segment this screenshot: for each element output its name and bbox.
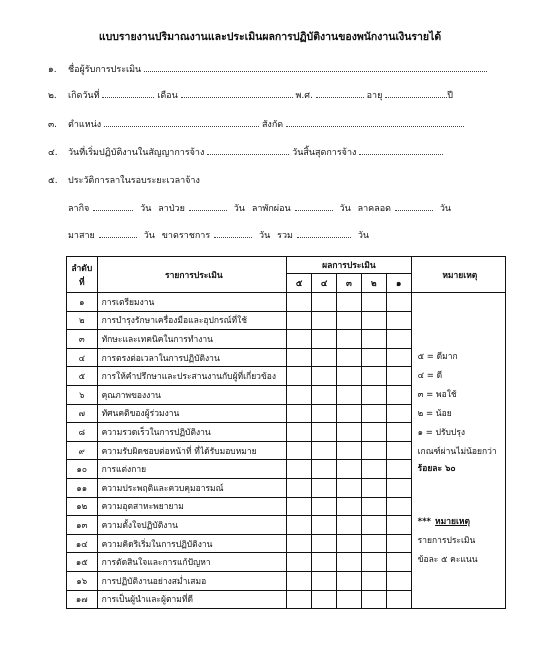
field-position (48, 117, 488, 131)
score-cell[interactable] (361, 385, 386, 404)
fill-line[interactable] (316, 88, 364, 98)
fill-line[interactable] (297, 228, 351, 238)
row-number: ๑๔ (67, 534, 98, 553)
score-cell[interactable] (361, 534, 386, 553)
month-label: เดือน (157, 91, 178, 101)
score-cell[interactable] (287, 311, 312, 330)
row-number: ๔ (67, 348, 98, 367)
row-item: ทัศนคติของผู้ร่วมงาน (97, 404, 287, 423)
score-cell[interactable] (337, 571, 362, 590)
contract-end-label: วันสิ้นสุดการจ้าง (292, 148, 357, 158)
score-cell[interactable] (337, 590, 362, 609)
score-cell[interactable] (337, 293, 362, 312)
score-cell[interactable] (312, 516, 337, 535)
score-cell[interactable] (287, 404, 312, 423)
col-no-header (67, 257, 98, 293)
score-cell[interactable] (287, 553, 312, 572)
score-cell[interactable] (312, 571, 337, 590)
score-cell[interactable] (361, 293, 386, 312)
score-cell[interactable] (361, 590, 386, 609)
row-item: การให้คำปรึกษาและประสานงานกับผู้ที่เกี่ยวข้อง (97, 367, 287, 386)
score-cell[interactable] (361, 516, 386, 535)
note-heading (418, 514, 470, 528)
score-cell[interactable] (386, 348, 411, 367)
score-cell[interactable] (361, 311, 386, 330)
score-cell[interactable] (312, 311, 337, 330)
row-number: ๑๖ (67, 571, 98, 590)
score-cell[interactable] (337, 367, 362, 386)
score-cell[interactable] (337, 348, 362, 367)
score-cell[interactable] (312, 385, 337, 404)
field-number: ๕. (48, 176, 58, 186)
col-remark-header: หมายเหตุ (411, 257, 505, 293)
row-item: การปฏิบัติงานอย่างสม่ำเสมอ (97, 571, 287, 590)
score-cell[interactable] (312, 553, 337, 572)
row-number: ๓ (67, 330, 98, 349)
score-cell[interactable] (287, 367, 312, 386)
row-number: ๕ (67, 367, 98, 386)
score-cell[interactable] (386, 571, 411, 590)
row-number: ๗ (67, 404, 98, 423)
score-cell[interactable] (312, 534, 337, 553)
field-label: ตำแหน่ง (68, 120, 102, 130)
score-cell[interactable] (312, 330, 337, 349)
score-cell[interactable] (337, 497, 362, 516)
score-cell[interactable] (337, 423, 362, 442)
sick-leave-label: ลาป่วย (158, 204, 185, 214)
row-number: ๖ (67, 385, 98, 404)
field-contract-dates (48, 145, 488, 159)
row-number: ๑๑ (67, 478, 98, 497)
score-cell[interactable] (361, 478, 386, 497)
day-unit: วัน (439, 204, 452, 214)
score-cell[interactable] (287, 516, 312, 535)
note-line-1: รายการประเมิน (417, 536, 476, 546)
absence-label: ขาดราชการ (161, 231, 211, 241)
score-cell[interactable] (312, 478, 337, 497)
row-number: ๑๓ (67, 516, 98, 535)
leave-row-1 (68, 201, 455, 215)
field-leave-history (48, 173, 488, 187)
score-cell[interactable] (386, 423, 411, 442)
score-header: ๔ (312, 274, 337, 293)
field-number: ๒. (48, 91, 57, 101)
score-cell[interactable] (361, 460, 386, 479)
score-cell[interactable] (287, 571, 312, 590)
age-label: อายุ (366, 91, 383, 101)
row-item: ความรวดเร็วในการปฏิบัติงาน (97, 423, 287, 442)
day-unit: วัน (140, 204, 152, 214)
day-unit: วัน (233, 204, 245, 214)
total-label: รวม (277, 231, 293, 241)
fill-line[interactable] (181, 88, 293, 98)
score-cell[interactable] (337, 385, 362, 404)
score-cell[interactable] (386, 478, 411, 497)
row-item: การเป็นผู้นำและผู้ตามที่ดี (97, 590, 287, 609)
remark-cell (411, 293, 505, 609)
row-number: ๑๕ (67, 553, 98, 572)
col-result-header: ผลการประเมิน (287, 257, 412, 274)
day-unit: วัน (259, 231, 271, 241)
scale-5: ๕ = ดีมาก (417, 352, 458, 362)
score-cell[interactable] (337, 478, 362, 497)
score-header: ๑ (386, 274, 411, 293)
score-cell[interactable] (287, 460, 312, 479)
row-item: ความรับผิดชอบต่อหน้าที่ ที่ได้รับมอบหมาย (97, 441, 287, 460)
maternity-leave-label: ลาคลอด (357, 204, 391, 214)
fill-line[interactable] (207, 145, 289, 155)
fill-line[interactable] (295, 201, 333, 211)
score-cell[interactable] (361, 441, 386, 460)
score-cell[interactable] (337, 311, 362, 330)
row-item: คุณภาพของงาน (97, 385, 287, 404)
note-line-2: ข้อละ ๕ คะแนน (417, 555, 478, 565)
pass-criteria-value: ร้อยละ ๖๐ (417, 464, 456, 474)
score-cell[interactable] (361, 423, 386, 442)
score-cell[interactable] (337, 404, 362, 423)
score-cell[interactable] (361, 497, 386, 516)
scale-4: ๔ = ดี (417, 371, 443, 381)
day-unit: วัน (357, 231, 370, 241)
row-item: การบำรุงรักษาเครื่องมือและอุปกรณ์ที่ใช้ (97, 311, 287, 330)
table-header-row (67, 257, 506, 274)
fill-line[interactable] (385, 88, 447, 98)
row-item: ทักษะและเทคนิคในการทำงาน (97, 330, 287, 349)
score-cell[interactable] (312, 441, 337, 460)
score-cell[interactable] (287, 330, 312, 349)
row-number: ๘ (67, 423, 98, 442)
score-cell[interactable] (386, 311, 411, 330)
scale-1: ๑ = ปรับปรุง (417, 428, 466, 438)
day-unit: วัน (339, 204, 351, 214)
score-cell[interactable] (287, 293, 312, 312)
pass-criteria: เกณฑ์ผ่านไม่น้อยกว่า (417, 447, 497, 457)
vacation-leave-label: ลาพักผ่อน (251, 204, 291, 214)
col-item-header: รายการประเมิน (97, 257, 287, 293)
score-cell[interactable] (312, 590, 337, 609)
score-cell[interactable] (312, 293, 337, 312)
score-cell[interactable] (361, 330, 386, 349)
score-cell[interactable] (361, 571, 386, 590)
note-prefix: *** (417, 517, 431, 527)
field-label: ประวัติการลาในรอบระยะเวลาจ้าง (68, 176, 200, 186)
evaluation-table (66, 256, 506, 609)
fill-line[interactable] (214, 228, 252, 238)
fill-line[interactable] (286, 117, 464, 127)
field-number: ๑. (48, 65, 57, 75)
score-cell[interactable] (337, 553, 362, 572)
score-cell[interactable] (361, 348, 386, 367)
score-cell[interactable] (287, 423, 312, 442)
form-title: แบบรายงานปริมาณงานและประเมินผลการปฏิบัติงานของพนักงานเงินรายได้ (98, 31, 442, 43)
fill-line[interactable] (359, 145, 443, 155)
field-label: วันที่เริ่มปฏิบัติงานในสัญญาการจ้าง (68, 148, 205, 158)
scale-2: ๒ = น้อย (417, 409, 452, 419)
row-item: ความตั้งใจปฏิบัติงาน (97, 516, 287, 535)
note-title: หมายเหตุ (435, 517, 470, 527)
score-cell[interactable] (287, 590, 312, 609)
row-item: การตรงต่อเวลาในการปฏิบัติงาน (97, 348, 287, 367)
score-cell[interactable] (312, 497, 337, 516)
score-cell[interactable] (287, 497, 312, 516)
late-label: มาสาย (68, 231, 95, 241)
table-row (67, 293, 506, 312)
score-cell[interactable] (312, 404, 337, 423)
score-cell[interactable] (337, 516, 362, 535)
row-item: ความอุตสาหะพยายาม (97, 497, 287, 516)
score-cell[interactable] (386, 385, 411, 404)
score-cell[interactable] (337, 441, 362, 460)
score-cell[interactable] (337, 460, 362, 479)
score-cell[interactable] (386, 330, 411, 349)
personal-leave-label: ลากิจ (68, 204, 90, 214)
scale-3: ๓ = พอใช้ (417, 390, 457, 400)
score-cell[interactable] (361, 367, 386, 386)
field-label: ชื่อผู้รับการประเมิน (68, 65, 142, 75)
fill-line[interactable] (104, 117, 259, 127)
affiliation-label: สังกัด (261, 120, 284, 130)
score-cell[interactable] (312, 423, 337, 442)
fill-line[interactable] (395, 201, 433, 211)
field-label: เกิดวันที่ (68, 91, 100, 101)
fill-line[interactable] (189, 201, 227, 211)
score-cell[interactable] (386, 516, 411, 535)
score-cell[interactable] (386, 441, 411, 460)
score-cell[interactable] (312, 348, 337, 367)
score-cell[interactable] (386, 367, 411, 386)
score-cell[interactable] (386, 497, 411, 516)
score-cell[interactable] (361, 553, 386, 572)
fill-line[interactable] (144, 62, 487, 72)
row-item: การตัดสินใจและการแก้ปัญหา (97, 553, 287, 572)
row-item: การแต่งกาย (97, 460, 287, 479)
row-number: ๑ (67, 293, 98, 312)
score-cell[interactable] (386, 293, 411, 312)
score-cell[interactable] (312, 460, 337, 479)
score-cell[interactable] (386, 534, 411, 553)
score-cell[interactable] (287, 534, 312, 553)
score-cell[interactable] (287, 441, 312, 460)
row-number: ๑๐ (67, 460, 98, 479)
field-evaluatee-name (48, 62, 488, 76)
field-birth-date (48, 88, 488, 102)
score-header: ๓ (337, 274, 362, 293)
field-number: ๔. (48, 148, 58, 158)
col-no-line1: ลำดับ (71, 263, 93, 274)
score-cell[interactable] (386, 404, 411, 423)
score-header: ๒ (361, 274, 386, 293)
score-cell[interactable] (287, 385, 312, 404)
years-label: ปี (447, 91, 453, 101)
year-label: พ.ศ. (295, 91, 313, 101)
fill-line[interactable] (99, 228, 137, 238)
score-cell[interactable] (386, 590, 411, 609)
row-number: ๑๒ (67, 497, 98, 516)
score-cell[interactable] (386, 553, 411, 572)
field-number: ๓. (48, 120, 58, 130)
score-cell[interactable] (361, 404, 386, 423)
score-cell[interactable] (287, 478, 312, 497)
score-cell[interactable] (312, 367, 337, 386)
row-item: การเตรียมงาน (97, 293, 287, 312)
col-no-line2: ที่ (78, 277, 85, 288)
fill-line[interactable] (93, 201, 133, 211)
leave-row-2 (68, 228, 373, 242)
fill-line[interactable] (102, 88, 154, 98)
row-item: ความคิดริเริ่มในการปฏิบัติงาน (97, 534, 287, 553)
score-cell[interactable] (337, 330, 362, 349)
score-cell[interactable] (386, 460, 411, 479)
row-number: ๙ (67, 441, 98, 460)
score-header: ๕ (287, 274, 312, 293)
row-item: ความประพฤติและควบคุมอารมณ์ (97, 478, 287, 497)
row-number: ๑๗ (67, 590, 98, 609)
score-cell[interactable] (287, 348, 312, 367)
day-unit: วัน (143, 231, 155, 241)
row-number: ๒ (67, 311, 98, 330)
score-cell[interactable] (337, 534, 362, 553)
